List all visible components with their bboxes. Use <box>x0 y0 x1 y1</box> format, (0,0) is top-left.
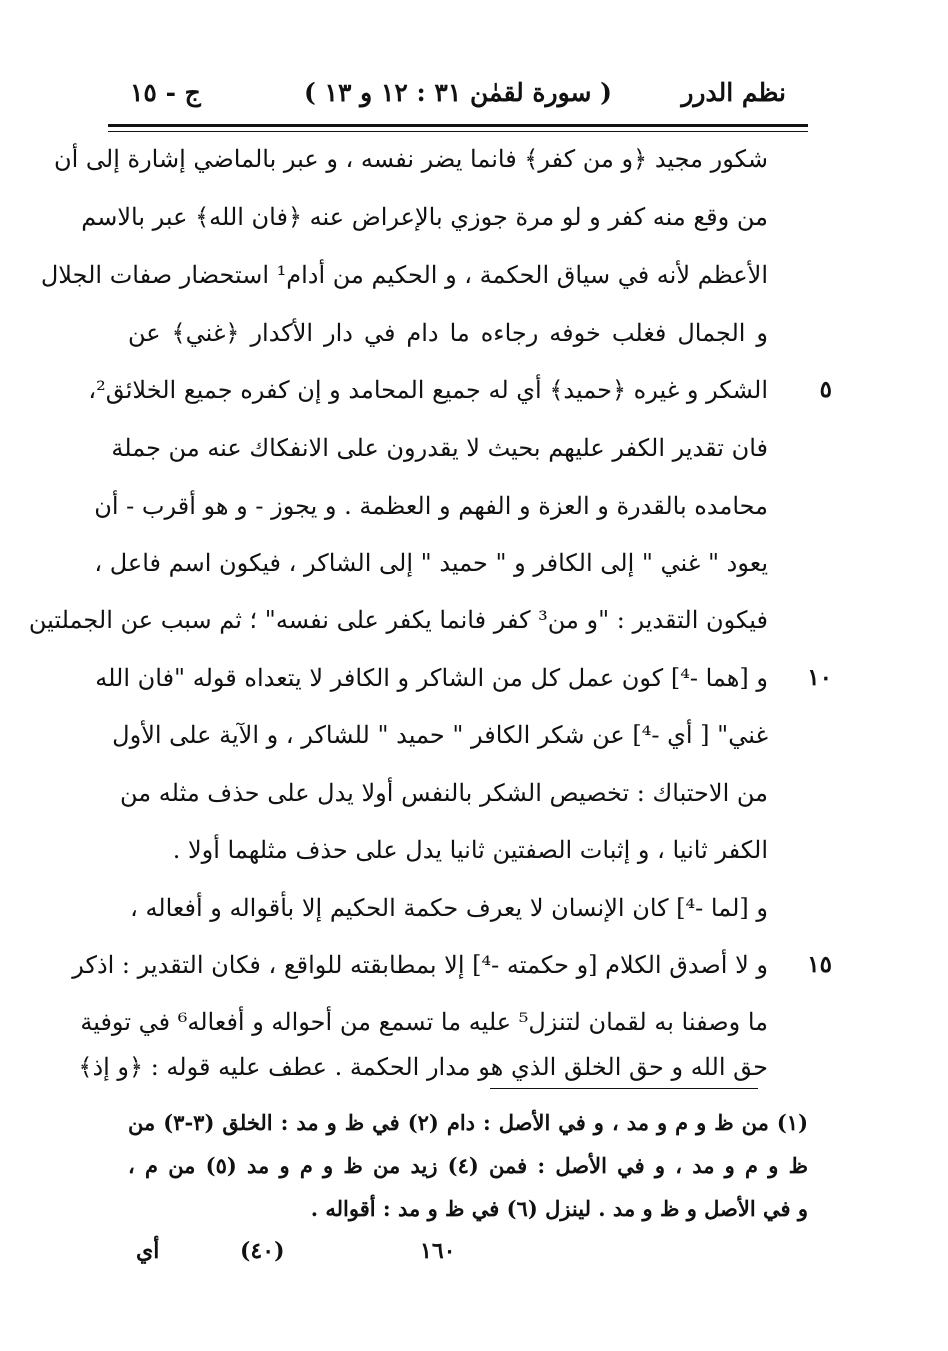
body-line-3: الأعظم لأنه في سياق الحكمة ، و الحكيم من أدام¹ استحضار صفات الجلال <box>40 261 768 289</box>
catchword: أي <box>136 1238 160 1264</box>
body-line-16: ما وصفنا به لقمان لتنزل⁵ عليه ما تسمع من أحواله و أفعاله⁶ في توفية <box>80 1008 768 1036</box>
body-line-14: و [لما -⁴] كان الإنسان لا يعرف حكمة الحكيم إلا بأقواله و أفعاله ، <box>130 894 768 922</box>
body-line-5: الشكر و غيره ﴿حميد﴾ أي له جميع المحامد و إن كفره جميع الخلائق²، <box>88 376 768 404</box>
footnote-line-2: ظ و م و مد ، و في الأصل : فمن (٤) زيد من ظ و م و مد (٥) من م ، <box>128 1153 808 1178</box>
surah-reference: ( سورة لقمٰن ٣١ : ١٢ و ١٣ ) <box>304 78 612 107</box>
line-number-15: ١٥ <box>807 951 832 978</box>
book-title: نظم الدرر <box>681 78 786 107</box>
body-line-12: من الاحتباك : تخصيص الشكر بالنفس أولا يدل على حذف مثله من <box>120 779 768 807</box>
running-header <box>108 72 808 118</box>
body-line-10: و [هما -⁴] كون عمل كل من الشاكر و الكافر لا يتعداه قوله "فان الله <box>95 664 768 692</box>
body-line-7: محامده بالقدرة و العزة و الفهم و العظمة . و يجوز - و هو أقرب - أن <box>94 492 768 520</box>
body-line-8: يعود " غني " إلى الكافر و " حميد " إلى الشاكر ، فيكون اسم فاعل ، <box>94 549 768 577</box>
body-line-9: فيكون التقدير : "و من³ كفر فانما يكفر على نفسه" ؛ ثم سبب عن الجملتين <box>28 606 768 634</box>
body-line-4: و الجمال فغلب خوفه رجاءه ما دام في دار الأكدار ﴿غني﴾ عن <box>128 319 768 347</box>
footnote-rule <box>490 1088 758 1089</box>
page-number: ١٦٠ <box>420 1238 456 1264</box>
part-number: (٤٠) <box>240 1238 285 1264</box>
footnote-line-3: و في الأصل و ظ و مد . لينزل (٦) في ظ و مد : أقواله . <box>310 1196 808 1221</box>
body-line-17: حق الله و حق الخلق الذي هو مدار الحكمة . عطف عليه قوله : ﴿و إذ﴾ <box>78 1053 768 1081</box>
line-number-10: ١٠ <box>807 664 832 691</box>
body-line-15: و لا أصدق الكلام [و حكمته -⁴] إلا بمطابقته للواقع ، فكان التقدير : اذكر <box>72 951 768 979</box>
body-line-1: شكور مجيد ﴿و من كفر﴾ فانما يضر نفسه ، و عبر بالماضي إشارة إلى أن <box>53 145 768 173</box>
volume-number: ج - ١٥ <box>130 78 201 107</box>
body-line-2: من وقع منه كفر و لو مرة جوزي بالإعراض عنه ﴿فان الله﴾ عبر بالاسم <box>81 203 768 231</box>
footnote-line-1: (١) من ظ و م و مد ، و في الأصل : دام (٢) في ظ و مد : الخلق (٣-٣) من <box>128 1110 809 1135</box>
page-footer <box>0 1238 948 1278</box>
body-line-13: الكفر ثانيا ، و إثبات الصفتين ثانيا يدل على حذف مثلهما أولا . <box>172 836 768 864</box>
body-line-6: فان تقدير الكفر عليهم بحيث لا يقدرون على الانفكاك عنه من جملة <box>111 434 768 462</box>
line-number-5: ٥ <box>819 376 832 403</box>
header-rule-thin <box>108 131 808 132</box>
header-rule-thick <box>108 124 808 127</box>
body-line-11: غني" [ أي -⁴] عن شكر الكافر " حميد " للشاكر ، و الآية على الأول <box>112 721 768 749</box>
